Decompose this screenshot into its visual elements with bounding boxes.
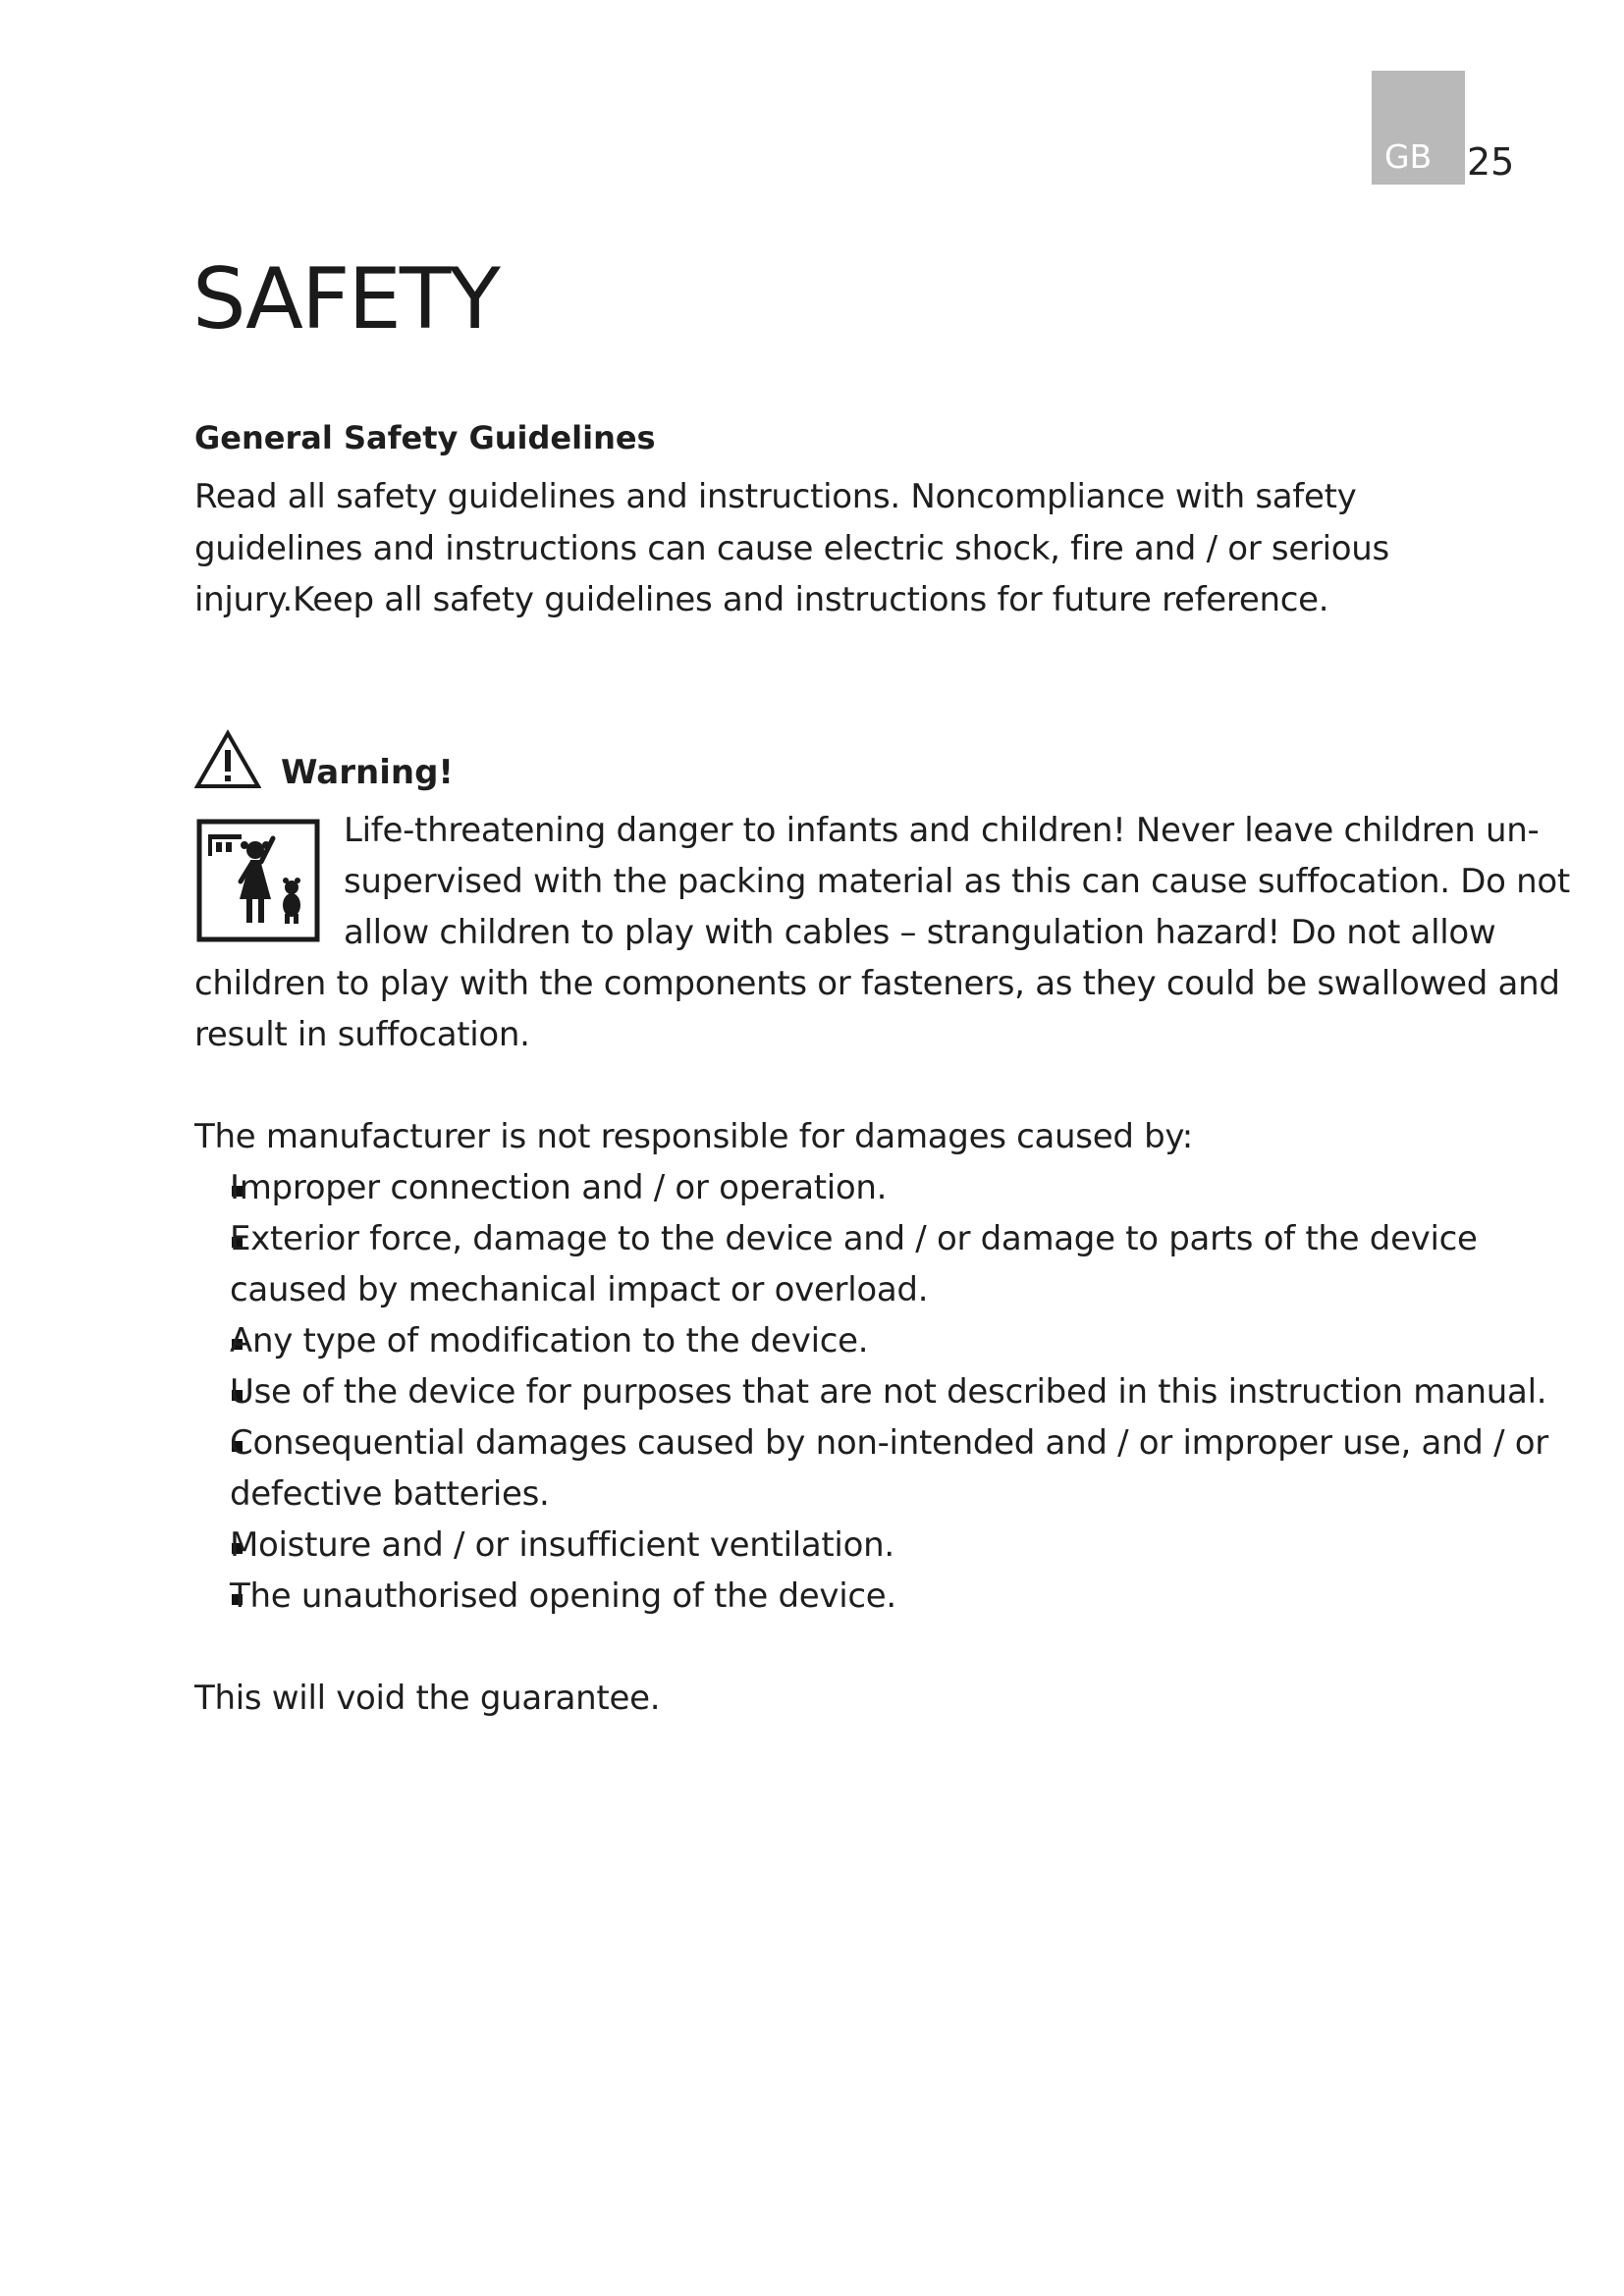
warning-triangle-icon: [194, 729, 261, 790]
list-item-continuation: caused by mechanical impact or overload.: [230, 1270, 929, 1309]
list-item: Any type of modification to the device.: [230, 1321, 869, 1361]
warning-text-line: children to play with the components or fasteners, as they could be swallowed and: [194, 964, 1560, 1003]
closing-statement: This will void the guarantee.: [194, 1679, 661, 1718]
page-title: SAFETY: [192, 250, 499, 348]
warning-title: Warning!: [281, 753, 454, 792]
list-item: Exterior force, damage to the device and / or damage to parts of the device: [230, 1219, 1478, 1258]
list-item: Moisture and / or insufficient ventilation.: [230, 1525, 894, 1565]
list-item: Use of the device for purposes that are not described in this instruction manual.: [230, 1372, 1547, 1412]
child-hazard-icon: [196, 819, 320, 942]
general-safety-paragraph: Read all safety guidelines and instructions. Noncompliance with safety guidelines and instructions can cause electric shock, fire and / or serious injury.Keep all safety guidelines and instructions for future reference.: [194, 477, 1389, 619]
list-item: The unauthorised opening of the device.: [230, 1576, 896, 1616]
warning-text-line: Life-threatening danger to infants and children! Never leave children un-: [344, 811, 1540, 850]
list-item-continuation: defective batteries.: [230, 1474, 550, 1514]
language-code: GB: [1384, 137, 1433, 176]
warning-text-line: result in suffocation.: [194, 1015, 530, 1054]
page-number: 25: [1467, 140, 1515, 184]
list-item: Consequential damages caused by non-intended and / or improper use, and / or: [230, 1423, 1548, 1463]
liability-intro: The manufacturer is not responsible for damages caused by:: [194, 1117, 1193, 1156]
warning-text-line: supervised with the packing material as this can cause suffocation. Do not: [344, 862, 1570, 901]
warning-text-line: allow children to play with cables – strangulation hazard! Do not allow: [344, 913, 1496, 952]
list-item: Improper connection and / or operation.: [230, 1168, 888, 1207]
section-heading-general-safety: General Safety Guidelines: [194, 419, 656, 456]
